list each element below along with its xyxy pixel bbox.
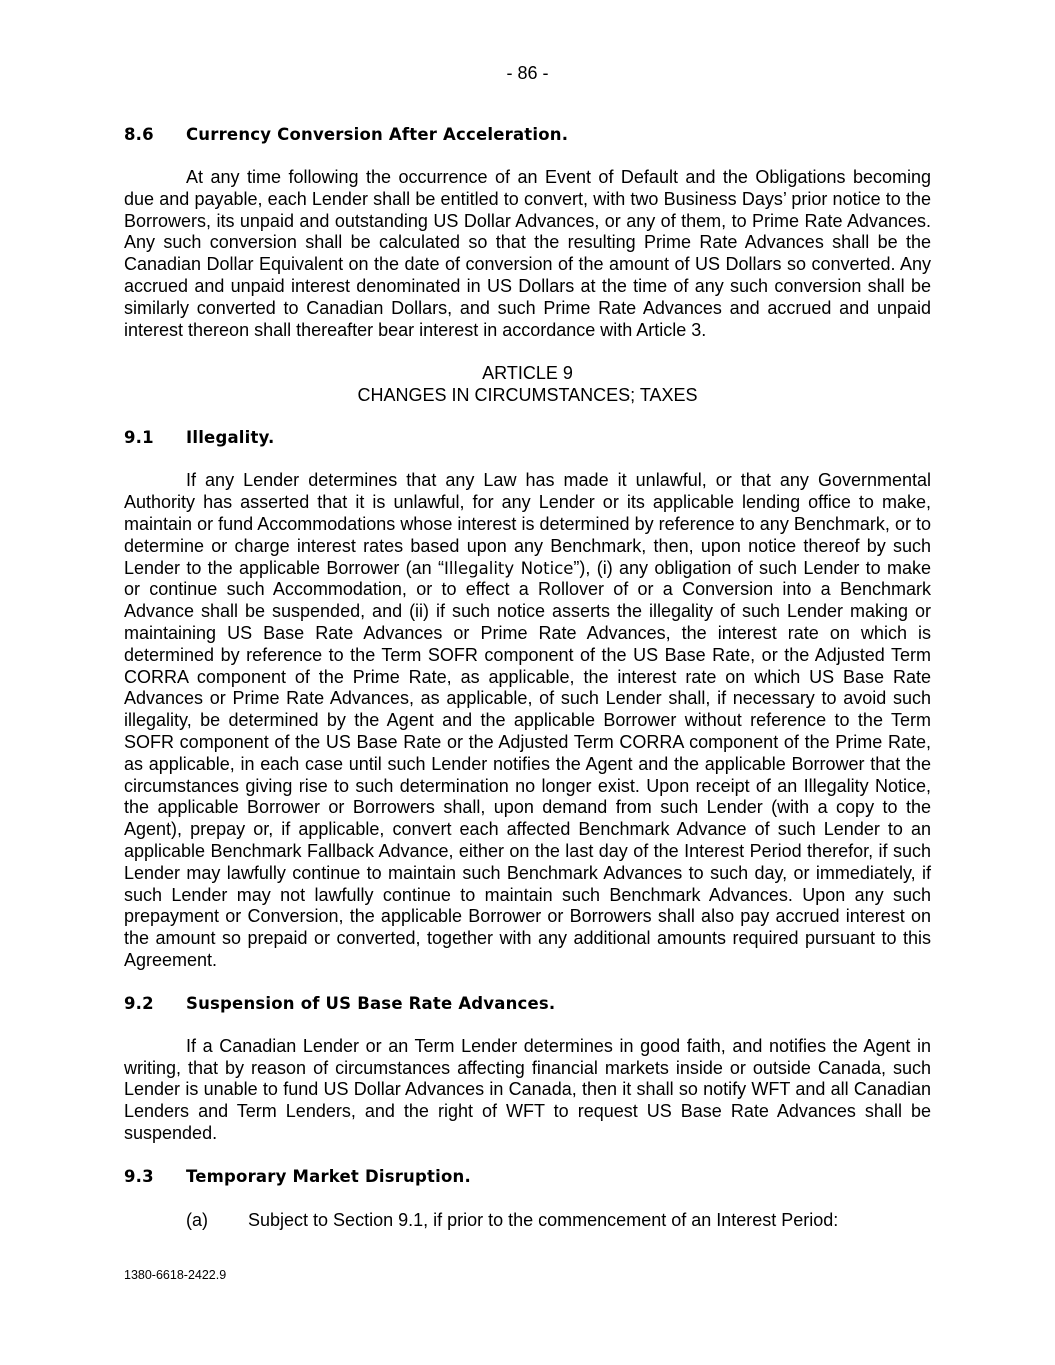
item-text: Subject to Section 9.1, if prior to the commencement of an Interest Period: — [248, 1209, 839, 1230]
section-number: 9.2 — [124, 993, 154, 1013]
section-9-1-paragraph — [124, 470, 931, 971]
section-9-3-heading — [124, 1166, 931, 1188]
article-title: CHANGES IN CIRCUMSTANCES; TAXES — [357, 385, 698, 406]
section-number: 9.1 — [124, 428, 154, 448]
section-number: 8.6 — [124, 125, 154, 144]
section-9-3-item-a — [124, 1209, 931, 1231]
section-title: Illegality. — [186, 428, 275, 448]
section-8-6-heading — [124, 124, 931, 146]
defined-term: Illegality Notice — [443, 558, 574, 578]
item-label: (a) — [186, 1209, 208, 1230]
paragraph-text-part-1: If any Lender determines that any Law has made it unlawful, or that any Governmental Authority has asserted that it is unlawful, for any Lender or its applicable lending office to make, maintain or fund Accommodations whose interest is determined by reference to any Benchmark, or to determine or charge interest rates based upon any Benchmark, then, upon notice thereof by such Lender to the applicable Borrower (an “ — [124, 470, 931, 578]
section-title: Suspension of US Base Rate Advances. — [186, 993, 556, 1013]
section-title: Currency Conversion After Acceleration. — [186, 125, 569, 144]
section-9-2-paragraph: If a Canadian Lender or an Term Lender determines in good faith, and notifies the Agent in writing, that by reason of circumstances affecting financial markets inside or outside Canada, such Lender is unable to fund US Dollar Advances in Canada, then it shall so notify WFT and all Canadian Lenders and Term Lenders, and the right of WFT to request US Base Rate Advances shall be suspended. — [124, 1035, 931, 1143]
section-title: Temporary Market Disruption. — [186, 1166, 471, 1186]
section-9-1-heading — [124, 427, 931, 449]
section-8-6-paragraph: At any time following the occurrence of an Event of Default and the Obligations becoming due and payable, each Lender shall be entitled to convert, with two Business Days’ prior notice to the Borrowers, its unpaid and outstanding US Dollar Advances, or any of them, to Prime Rate Advances. Any such conversion shall be calculated so that the resulting Prime Rate Advances shall be the Canadian Dollar Equivalent on the date of conversion of the amount of US Dollars so converted. Any accrued and unpaid interest denominated in US Dollars at the time of any such conversion shall be similarly converted to Canadian Dollars, and such Prime Rate Advances and accrued and unpaid interest thereon shall thereafter bear interest in accordance with Article 3. — [124, 167, 931, 340]
section-9-2-heading — [124, 993, 931, 1015]
document-body — [124, 124, 931, 1231]
page-number: - 86 - — [506, 63, 549, 83]
paragraph-text-part-2: ”), (i) any obligation of such Lender to make or continue such Accommodation, or to effect a Rollover of or a Conversion into a Benchmark Advance shall be suspended, and (ii) if such notice asserts the illegality of such Lender making or maintaining US Base Rate Advances or Prime Rate Advances, the interest rate on which is determined by reference to the Term SOFR component of the US Base Rate, or the Adjusted Term CORRA component of the Prime Rate, as applicable, the interest rate on which US Base Rate Advances or Prime Rate Advances, as applicable, of such Lender shall, if necessary to avoid such illegality, be determined by the Agent and the applicable Borrower without reference to the Term SOFR component of the US Base Rate or the Adjusted Term CORRA component of the Prime Rate, as applicable, in each case until such Lender notifies the Agent and the applicable Borrower that the circumstances giving rise to such determination no longer exist. Upon receipt of an Illegality Notice, the applicable Borrower or Borrowers shall, upon demand from such Lender (with a copy to the Agent), prepay or, if applicable, convert each affected Benchmark Advance of such Lender to an applicable Benchmark Fallback Advance, either on the last day of the Interest Period therefor, if such Lender may lawfully continue to maintain such Benchmark Advances to such day, or immediately, if such Lender may not lawfully continue to maintain such Benchmark Advances. Upon any such prepayment or Conversion, the applicable Borrower or Borrowers shall also pay accrued interest on the amount so prepaid or converted, together with any additional amounts required pursuant to this Agreement. — [124, 557, 931, 970]
document-id-footer: 1380-6618-2422.9 — [124, 1268, 227, 1282]
article-number: ARTICLE 9 — [482, 363, 573, 384]
section-number: 9.3 — [124, 1166, 154, 1186]
